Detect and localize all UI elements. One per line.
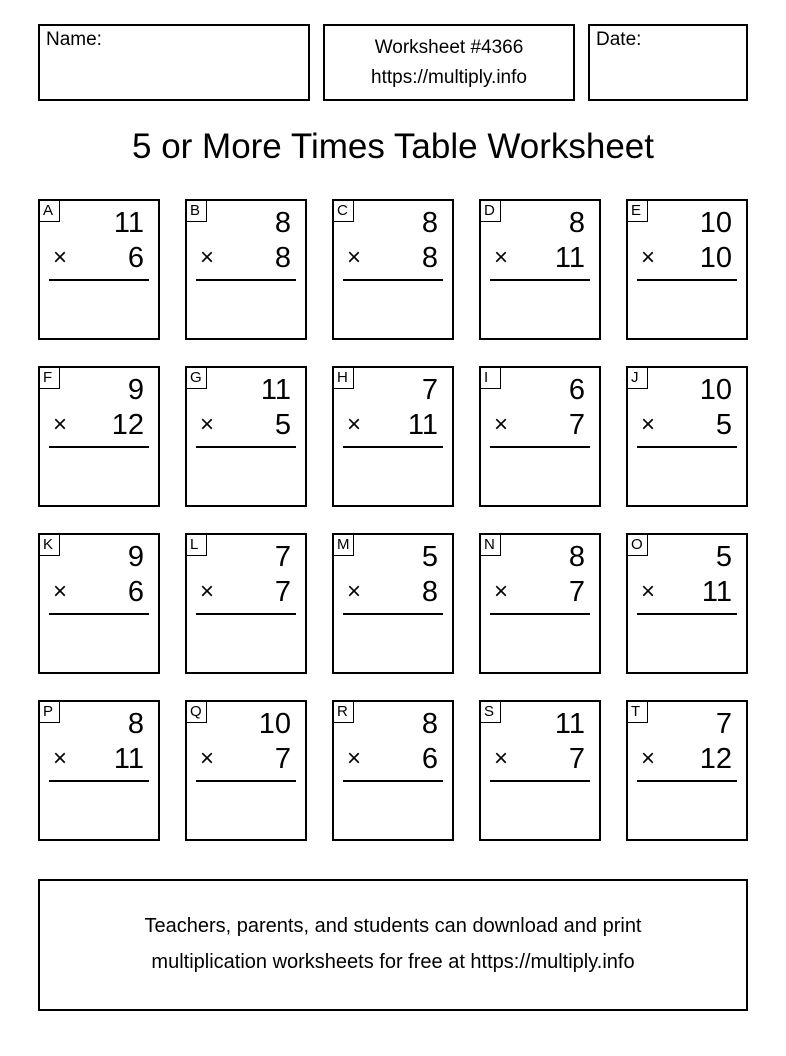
problem-letter: O [627,534,648,556]
problem-letter: Q [186,701,207,723]
problem-letter: I [480,367,501,389]
problem-letter: C [333,200,354,222]
times-sign: × [53,411,68,438]
problem-card [332,700,454,841]
footer-box [38,879,748,1011]
times-sign: × [347,745,362,772]
date-field-box[interactable] [588,24,748,101]
problem-card [38,366,160,507]
answer-line [343,780,443,782]
times-sign: × [200,411,215,438]
answer-line [490,613,590,615]
times-sign: × [641,578,656,605]
answer-line [49,613,149,615]
times-sign: × [641,411,656,438]
times-sign: × [53,578,68,605]
multiplicand: 8 [568,207,585,239]
times-sign: × [347,578,362,605]
multiplier: 7 [568,409,585,441]
problem-card [185,366,307,507]
times-sign: × [53,244,68,271]
answer-line [196,446,296,448]
answer-line [490,446,590,448]
multiplicand: 5 [421,541,438,573]
problem-letter: T [627,701,648,723]
answer-line [637,279,737,281]
page-title: 5 or More Times Table Worksheet [132,127,654,166]
problem-card [626,366,748,507]
times-sign: × [347,244,362,271]
answer-line [49,446,149,448]
multiplier: 11 [407,409,438,441]
times-sign: × [494,411,509,438]
problem-letter: B [186,200,207,222]
answer-line [637,446,737,448]
multiplicand: 7 [421,374,438,406]
multiplicand: 7 [274,541,291,573]
multiplicand: 9 [127,541,144,573]
problem-letter: N [480,534,501,556]
problem-letter: G [186,367,207,389]
problem-letter: L [186,534,207,556]
problem-letter: J [627,367,648,389]
answer-line [49,780,149,782]
multiplicand: 7 [715,708,732,740]
multiplicand: 11 [260,374,291,406]
multiplier: 7 [274,576,291,608]
multiplier: 11 [701,576,732,608]
multiplier: 6 [127,576,144,608]
website-link[interactable]: https://multiply.info [371,67,527,88]
problem-letter: M [333,534,354,556]
problem-card [479,199,601,340]
problem-card [38,199,160,340]
multiplier: 5 [715,409,732,441]
multiplier: 7 [568,576,585,608]
multiplier: 5 [274,409,291,441]
problem-card [479,366,601,507]
multiplicand: 9 [127,374,144,406]
worksheet-number: Worksheet #4366 [374,37,524,58]
problem-card [332,199,454,340]
multiplicand: 6 [568,374,585,406]
multiplicand: 8 [421,708,438,740]
problem-card [626,533,748,674]
times-sign: × [200,244,215,271]
problem-card [479,533,601,674]
problem-card [626,700,748,841]
answer-line [196,279,296,281]
times-sign: × [200,745,215,772]
multiplier: 6 [127,242,144,274]
problem-card [185,199,307,340]
multiplier: 12 [111,409,144,441]
problem-letter: F [39,367,60,389]
answer-line [637,613,737,615]
multiplicand: 8 [274,207,291,239]
multiplicand: 10 [699,207,732,239]
problem-card [479,700,601,841]
multiplier: 7 [568,743,585,775]
times-sign: × [494,244,509,271]
times-sign: × [494,745,509,772]
date-label: Date: [596,29,642,50]
problem-letter: D [480,200,501,222]
problem-card [38,533,160,674]
multiplicand: 8 [421,207,438,239]
multiplier: 11 [113,743,144,775]
multiplier: 10 [699,242,732,274]
problem-letter: K [39,534,60,556]
multiplicand: 5 [715,541,732,573]
problem-card [38,700,160,841]
problem-letter: R [333,701,354,723]
problem-letter: A [39,200,60,222]
answer-line [490,279,590,281]
multiplier: 12 [699,743,732,775]
multiplicand: 8 [127,708,144,740]
footer-text-line-2: multiplication worksheets for free at https://multiply.info [151,951,635,973]
times-sign: × [494,578,509,605]
times-sign: × [641,244,656,271]
multiplier: 7 [274,743,291,775]
problem-card [332,533,454,674]
multiplicand: 10 [258,708,291,740]
answer-line [343,279,443,281]
problem-card [332,366,454,507]
answer-line [49,279,149,281]
problem-card [185,533,307,674]
multiplicand: 11 [554,708,585,740]
answer-line [343,446,443,448]
times-sign: × [347,411,362,438]
name-field-box[interactable] [38,24,310,101]
problem-letter: E [627,200,648,222]
problem-card [626,199,748,340]
answer-line [637,780,737,782]
multiplicand: 8 [568,541,585,573]
multiplier: 8 [274,242,291,274]
answer-line [343,613,443,615]
multiplier: 8 [421,242,438,274]
times-sign: × [641,745,656,772]
multiplier: 8 [421,576,438,608]
problem-letter: P [39,701,60,723]
multiplicand: 11 [113,207,144,239]
times-sign: × [53,745,68,772]
name-label: Name: [46,29,102,50]
multiplicand: 10 [699,374,732,406]
answer-line [196,780,296,782]
problem-letter: S [480,701,501,723]
answer-line [196,613,296,615]
times-sign: × [200,578,215,605]
answer-line [490,780,590,782]
multiplier: 11 [554,242,585,274]
problem-letter: H [333,367,354,389]
problem-card [185,700,307,841]
multiplier: 6 [421,743,438,775]
footer-text-line-1: Teachers, parents, and students can download and print [144,915,642,937]
worksheet-info-box [323,24,575,101]
